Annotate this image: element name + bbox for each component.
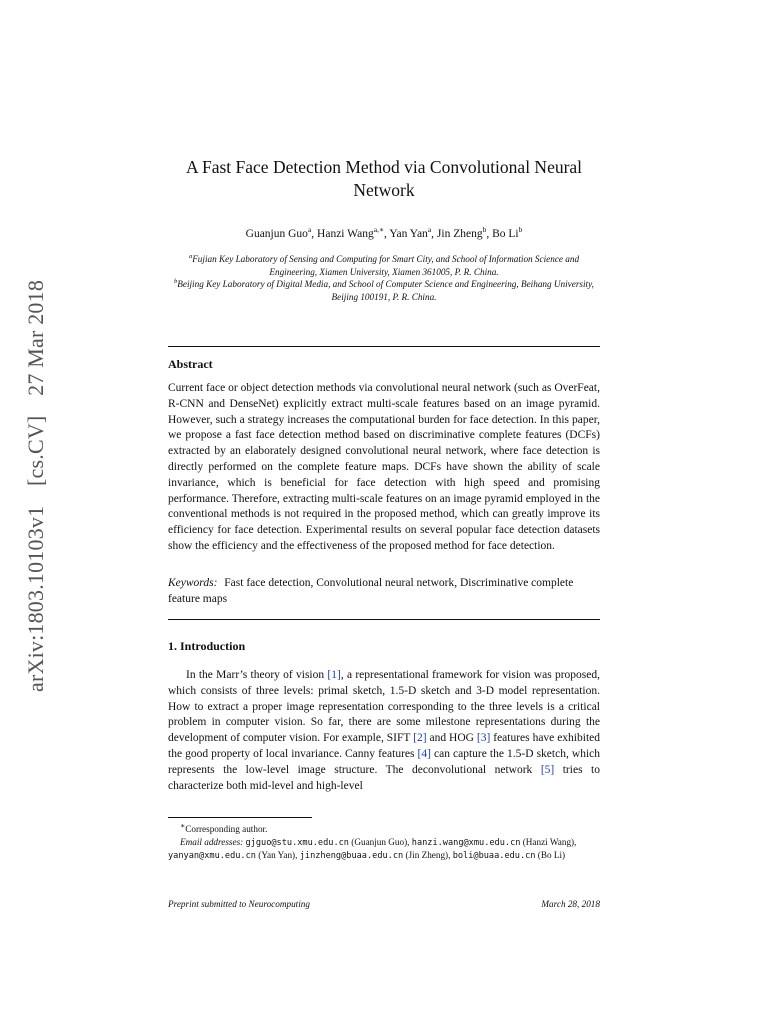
author-name: Bo Li — [492, 227, 519, 240]
footnotes — [168, 820, 600, 863]
affiliation-a — [168, 251, 600, 278]
email-owner: (Jin Zheng) — [405, 850, 449, 861]
footnote-corresponding — [168, 820, 600, 836]
citation-link[interactable]: [4] — [417, 747, 431, 760]
author-name: Guanjun Guo — [245, 227, 308, 240]
email-address[interactable]: gjguo@stu.xmu.edu.cn — [245, 837, 349, 848]
abstract-heading: Abstract — [168, 357, 213, 371]
section-heading-introduction: 1. Introduction — [168, 639, 246, 653]
email-owner: (Yan Yan) — [258, 850, 296, 861]
footer-journal: Preprint submitted to Neurocomputing — [168, 899, 310, 909]
abstract-text: Current face or object detection methods via convolutional neural network (such as OverFeat, R-CNN and DenseNet) explicitly extract multi-scale features based on an image pyramid. However, such a strategy increases the computational burden for face detection. In this paper, we propose a fast face detection method based on discriminative complete features (DCFs) extracted by an elaborately designed convolutional neural network, where face detection is directly performed on the complete feature maps. DCFs have shown the ability of scale invariance, which is beneficial for face detection with high speed and promising performance. Therefore, extracting multi-scale features on an image pyramid employed in the conventional methods is not required in the proposed method, which can greatly improve its efficiency for face detection. Experimental results on several popular face detection datasets show the efficiency and the effectiveness of the proposed method for face detection. — [168, 382, 600, 552]
author-list: Guanjun Guo$^a$, Hanzi Wang$^{a,∗}$, Yan Yan$^a$, Jin Zheng$^b$, Bo Li$^b$ — [245, 225, 523, 240]
author-affil-mark: a,∗ — [373, 225, 385, 234]
email-owner: (Bo Li) — [537, 850, 566, 861]
paper-title: A Fast Face Detection Method via Convolutional Neural Network — [185, 157, 583, 200]
author-name: Jin Zheng — [436, 227, 483, 240]
affiliation-text: Fujian Key Laboratory of Sensing and Computing for Smart City, and School of Information Science and Engineering, Xiamen University, Xiamen 361005, P. R. China. — [192, 254, 580, 277]
footnote-emails: Email addresses: gjguo@stu.xmu.edu.cn (Guanjun Guo), hanzi.wang@xmu.edu.cn (Hanzi Wang), yanyan@xmu.edu.cn (Yan Yan), jinzheng@buaa.edu.cn (Jin Zheng), boli@buaa.edu.cn (Bo Li) — [168, 836, 577, 862]
introduction-paragraph — [168, 668, 600, 794]
email-address[interactable]: boli@buaa.edu.cn — [452, 851, 536, 862]
keywords-text: Fast face detection, Convolutional neural network, Discriminative complete feature maps — [168, 577, 574, 605]
intro-text: In the Marr’s theory of vision — [186, 669, 328, 681]
email-address[interactable]: yanyan@xmu.edu.cn — [168, 851, 256, 862]
page-footer — [168, 899, 600, 909]
footer-date: March 28, 2018 — [541, 899, 600, 909]
intro-text: can capture the 1.5-D sketch, which represents the low-level image structure. The deconvolutional network — [168, 747, 600, 776]
author-affil-mark: a — [307, 225, 312, 234]
footnote-mark: ∗ — [180, 821, 186, 830]
citation-link[interactable]: [3] — [476, 732, 491, 745]
affiliation-b — [168, 276, 600, 303]
intro-text: and HOG — [426, 732, 477, 745]
affiliation-mark: b — [174, 278, 178, 285]
arxiv-identifier-stamp — [16, 232, 56, 692]
footnote-corresponding-text: Corresponding author. — [185, 824, 268, 835]
citation-link[interactable]: [5] — [540, 763, 555, 776]
intro-text: tries to characterize both mid-level and high-level — [168, 763, 600, 792]
abstract-top-rule — [168, 346, 600, 347]
arxiv-category: [cs.CV] — [23, 415, 48, 486]
intro-text: features have exhibited the good property of local invariance. Canny features — [168, 732, 600, 760]
author-affil-mark: b — [518, 225, 523, 234]
affiliation-text: Beijing Key Laboratory of Digital Media, and School of Computer Science and Engineering, Beihang University, Beijing 100191, P. R. China. — [177, 279, 594, 302]
intro-text: , a representational framework for vision was proposed, which consists of three levels: primal sketch, 1.5-D sketch and 3-D model representation. How to extract a proper image representation corresponding to the three levels is a critical problem in computer vision. So far, there are some milestone representations during the development of computer vision. For example, SIFT — [168, 669, 600, 745]
email-label: Email addresses: — [180, 836, 244, 847]
keywords-label: Keywords: — [168, 577, 218, 589]
email-owner: (Hanzi Wang) — [522, 836, 575, 847]
author-name: Yan Yan — [389, 227, 428, 240]
keywords — [168, 576, 600, 608]
email-address[interactable]: hanzi.wang@xmu.edu.cn — [411, 837, 521, 848]
footnote-rule — [168, 817, 312, 818]
affiliation-mark: a — [188, 253, 193, 260]
author-name: Hanzi Wang — [317, 227, 374, 240]
abstract-bottom-rule — [168, 619, 600, 620]
author-affil-mark: b — [482, 225, 487, 234]
author-affil-mark: a — [427, 225, 432, 234]
citation-link[interactable]: [2] — [413, 732, 427, 745]
arxiv-date: 27 Mar 2018 — [23, 279, 48, 396]
arxiv-id: arXiv:1803.10103v1 — [23, 505, 48, 692]
email-owner: (Guanjun Guo) — [351, 836, 408, 847]
citation-link[interactable]: [1] — [327, 669, 341, 681]
email-address[interactable]: jinzheng@buaa.edu.cn — [299, 851, 404, 862]
